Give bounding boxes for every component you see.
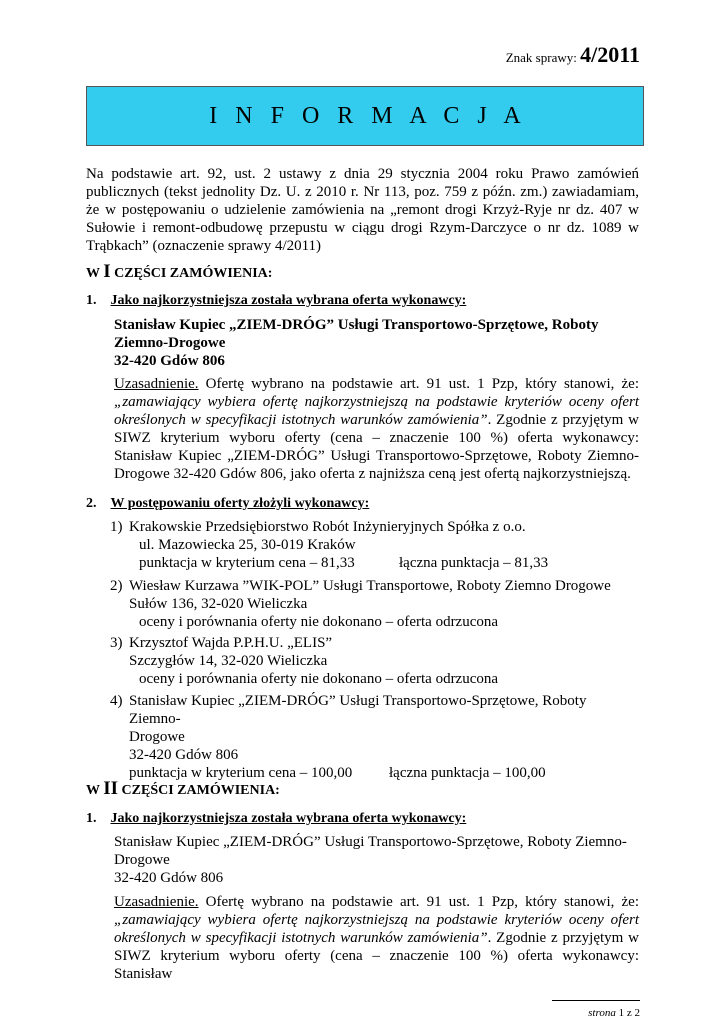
bidder-price-score: punktacja w kryterium cena – 100,00 [129,765,353,781]
title-banner [86,86,644,146]
bidder-address: Sułów 136, 32-020 Wieliczka [129,596,308,612]
part1-justification-text: Ofertę wybrano na podstawie art. 91 ust. 1 Pzp, który stanowi, że: [198,376,639,392]
bidder-number: 1) [110,519,123,535]
bidder-address: 32-420 Gdów 806 [129,747,239,763]
part1-justification-quote: „zamawiający wybiera ofertę najkorzystniejszą na podstawie kryteriów oceny ofert określonych w specyfikacji istotnych warunków zamówienia” [114,394,639,428]
part2-heading-suffix: CZĘŚCI ZAMÓWIENIA: [118,783,280,798]
page-footer [588,1004,640,1022]
part2-item1-number: 1. [86,811,97,826]
bidder-list-item [110,518,640,572]
bidder-name: Krzysztof Wajda P.P.H.U. „ELIS” [129,635,333,651]
part1-winner [114,316,639,370]
bidder-name-continued: Drogowe [129,729,185,745]
part2-winner-line: 32-420 Gdów 806 [114,870,224,886]
part1-justification-text: . Zgodnie z przyjętym w SIWZ kryterium wyboru oferty (cena – znaczenie 100 %) oferta wykonawcy: Stanisław Kupiec „ZIEM-DRÓG” Usługi Transportowo-Sprzętowe, Roboty Ziemno-Drogowe 32-420 Gdów 806, jako oferta z najniższa ceną jest ofertą najkorzystniejszą. [114,412,639,482]
part1-heading-prefix: W [86,266,104,281]
bidder-number: 2) [110,578,123,594]
title-banner-text: I N F O R M A C J A [209,103,521,129]
part1-winner-line: Ziemno-Drogowe [114,335,226,351]
part1-item1-label: Jako najkorzystniejsza została wybrana oferta wykonawcy: [110,293,467,308]
part2-heading-prefix: W [86,783,104,798]
part1-winner-line: 32-420 Gdów 806 [114,353,225,369]
bidder-number: 3) [110,635,123,651]
bidder-address: Szczygłów 14, 32-020 Wieliczka [129,653,328,669]
bidder-number: 4) [110,693,123,709]
bidder-address: ul. Mazowiecka 25, 30-019 Kraków [139,537,356,553]
bidder-status: oceny i porównania oferty nie dokonano – oferta odrzucona [139,614,499,630]
part2-justification-label: Uzasadnienie. [114,894,199,910]
part1-item2-heading [86,495,369,513]
bidder-name: Stanisław Kupiec „ZIEM-DRÓG” Usługi Transportowo-Sprzętowe, Roboty Ziemno- [129,693,587,727]
page-footer-label: strona [588,1007,616,1019]
part2-justification-quote: „zamawiający wybiera ofertę najkorzystniejszą na podstawie kryteriów oceny ofert określonych w specyfikacji istotnych warunków zamówienia” [114,912,639,946]
part1-item1-number: 1. [86,293,97,308]
part2-winner-line: Stanisław Kupiec „ZIEM-DRÓG” Usługi Transportowo-Sprzętowe, Roboty Ziemno- [114,834,627,850]
bidder-total-score: łączna punktacja – 81,33 [399,555,549,571]
part2-justification [114,893,639,983]
page-number: 1 z 2 [618,1007,640,1019]
case-reference-label: Znak sprawy: [505,50,577,65]
part1-winner-line: Stanisław Kupiec „ZIEM-DRÓG” Usługi Transportowo-Sprzętowe, Roboty [114,317,599,333]
footer-divider [552,1000,640,1001]
part1-heading-roman: I [103,261,111,282]
bidder-name: Krakowskie Przedsiębiorstwo Robót Inżynieryjnych Spółka z o.o. [129,519,526,535]
part2-heading-roman: II [103,778,119,799]
bidder-price-score: punktacja w kryterium cena – 81,33 [139,555,355,571]
part2-winner [114,833,639,887]
bidder-name: Wiesław Kurzawa ”WIK-POL” Usługi Transportowe, Roboty Ziemno Drogowe [129,578,611,594]
intro-paragraph: Na podstawie art. 92, ust. 2 ustawy z dnia 29 stycznia 2004 roku Prawo zamówień publicznych (tekst jednolity Dz. U. z 2010 r. Nr 113, poz. 759 z późn. zm.) zawiadamiam, że w postępowaniu o udzielenie zamówienia na „remont drogi Krzyż-Ryje nr dz. 407 w Sułowie i remont-odbudowę przepustu w ciągu drogi Rzym-Darczyce o nr dz. 1089 w Trąbkach” (oznaczenie sprawy 4/2011) [86,166,639,254]
part2-justification-text: Ofertę wybrano na podstawie art. 91 ust. 1 Pzp, który stanowi, że: [198,894,639,910]
bidder-total-score: łączna punktacja – 100,00 [389,765,546,781]
part1-item2-number: 2. [86,496,97,511]
bidder-list-item [110,577,640,631]
part2-winner-line: Drogowe [114,852,170,868]
part1-heading-suffix: CZĘŚCI ZAMÓWIENIA: [110,266,273,281]
case-reference [505,42,640,67]
bidder-list-item [110,634,640,688]
case-reference-number: 4/2011 [580,42,640,67]
part2-item1-label: Jako najkorzystniejsza została wybrana oferta wykonawcy: [110,811,467,826]
part1-justification-label: Uzasadnienie. [114,376,199,392]
part2-item1-heading [86,810,466,828]
part1-item2-label: W postępowaniu oferty złożyli wykonawcy: [110,496,370,511]
bidder-list-item [110,692,640,782]
bidder-status: oceny i porównania oferty nie dokonano – oferta odrzucona [139,671,499,687]
part2-heading [86,780,280,800]
part1-item1-heading [86,292,466,310]
part2-justification-text: . Zgodnie z przyjętym w SIWZ kryterium wyboru oferty (cena – znaczenie 100 %) oferta wykonawcy: Stanisław [114,930,639,982]
part1-heading [86,263,272,283]
part1-justification [114,375,639,483]
